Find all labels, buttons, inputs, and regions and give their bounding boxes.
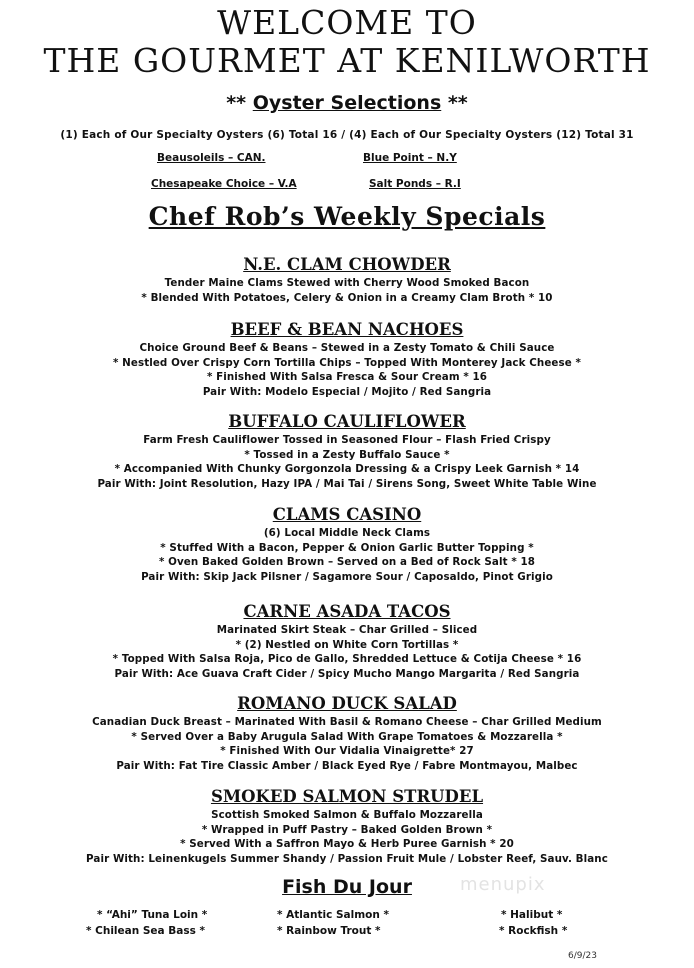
dish-line: * Finished With Our Vidalia Vinaigrette* 27 <box>220 745 474 757</box>
menupix-watermark: menupix <box>460 874 546 895</box>
dish-line: * Topped With Salsa Roja, Pico de Gallo, Shredded Lettuce & Cotija Cheese * 16 <box>112 653 582 665</box>
dish-block <box>0 319 694 399</box>
oyster-title-suffix: ** <box>441 92 468 114</box>
oyster-title-prefix: ** <box>226 92 253 114</box>
oyster-title-text: Oyster Selections <box>252 92 442 114</box>
oyster-item: Blue Point – N.Y <box>363 152 457 164</box>
dish-title: CARNE ASADA TACOS <box>243 602 451 621</box>
dish-line: * Accompanied With Chunky Gorgonzola Dressing & a Crispy Leek Garnish * 14 <box>114 463 580 475</box>
dish-line: Canadian Duck Breast – Marinated With Basil & Romano Cheese – Char Grilled Medium <box>92 716 602 728</box>
fish-item: * “Ahi” Tuna Loin * <box>97 909 208 921</box>
menu-date: 6/9/23 <box>568 951 597 961</box>
dish-line: * Served With a Saffron Mayo & Herb Puree Garnish * 20 <box>180 838 514 850</box>
dish-line: Pair With: Fat Tire Classic Amber / Black Eyed Rye / Fabre Montmayou, Malbec <box>116 759 578 772</box>
dish-block <box>0 254 694 305</box>
fish-item: * Atlantic Salmon * <box>277 909 389 921</box>
dish-title: BEEF & BEAN NACHOES <box>230 320 464 339</box>
dish-block <box>0 504 694 584</box>
dish-line: Marinated Skirt Steak – Char Grilled – Sliced <box>216 624 478 636</box>
dish-title: ROMANO DUCK SALAD <box>237 694 457 713</box>
dish-line: Pair With: Joint Resolution, Hazy IPA / Mai Tai / Sirens Song, Sweet White Table Wine <box>97 477 597 490</box>
dish-line: * Blended With Potatoes, Celery & Onion in a Creamy Clam Broth * 10 <box>141 291 553 304</box>
dish-line: Pair With: Skip Jack Pilsner / Sagamore Sour / Caposaldo, Pinot Grigio <box>141 570 553 583</box>
fish-item: * Chilean Sea Bass * <box>86 925 206 937</box>
dish-line: * Nestled Over Crispy Corn Tortilla Chips – Topped With Monterey Jack Cheese * <box>113 356 581 369</box>
welcome-line-2: THE GOURMET AT KENILWORTH <box>43 41 651 80</box>
dish-line: Pair With: Leinenkugels Summer Shandy / Passion Fruit Mule / Lobster Reef, Sauv. Blanc <box>86 852 608 865</box>
oyster-item: Salt Ponds – R.I <box>369 178 461 190</box>
dish-line: * Oven Baked Golden Brown – Served on a Bed of Rock Salt * 18 <box>158 556 536 568</box>
oyster-item: Beausoleils – CAN. <box>157 152 266 164</box>
specials-title: Chef Rob’s Weekly Specials <box>148 202 546 231</box>
dish-line: (6) Local Middle Neck Clams <box>263 527 431 539</box>
oyster-item: Chesapeake Choice – V.A <box>151 178 297 190</box>
oyster-section-title <box>0 92 694 114</box>
dish-block <box>0 601 694 681</box>
dish-line: Tender Maine Clams Stewed with Cherry Wood Smoked Bacon <box>164 277 530 289</box>
dish-line: Choice Ground Beef & Beans – Stewed in a Zesty Tomato & Chili Sauce <box>139 342 555 354</box>
dish-title: N.E. CLAM CHOWDER <box>243 255 451 274</box>
dish-line: * Served Over a Baby Arugula Salad With Grape Tomatoes & Mozzarella * <box>131 730 563 743</box>
dish-line: Scottish Smoked Salmon & Buffalo Mozzarella <box>211 809 483 821</box>
dish-title: CLAMS CASINO <box>272 505 422 524</box>
dish-line: * Tossed in a Zesty Buffalo Sauce * <box>244 448 450 461</box>
fish-item: * Halibut * <box>501 909 563 921</box>
dish-line: * Wrapped in Puff Pastry – Baked Golden Brown * <box>201 823 493 836</box>
dish-line: Pair With: Modelo Especial / Mojito / Red Sangria <box>202 385 492 398</box>
fish-item: * Rainbow Trout * <box>277 925 381 937</box>
dish-block <box>0 786 694 866</box>
fish-du-jour-title: Fish Du Jour <box>282 876 412 898</box>
dish-line: * Stuffed With a Bacon, Pepper & Onion Garlic Butter Topping * <box>160 541 534 554</box>
dish-block <box>0 693 694 773</box>
dish-line: * Finished With Salsa Fresca & Sour Cream * 16 <box>206 371 488 383</box>
fish-item: * Rockfish * <box>499 925 568 937</box>
dish-line: Farm Fresh Cauliflower Tossed in Seasoned Flour – Flash Fried Crispy <box>143 434 551 446</box>
oyster-pricing: (1) Each of Our Specialty Oysters (6) Total 16 / (4) Each of Our Specialty Oysters (12) Total 31 <box>60 129 634 141</box>
welcome-line-1: WELCOME TO <box>217 3 477 42</box>
dish-line: Pair With: Ace Guava Craft Cider / Spicy Mucho Mango Margarita / Red Sangria <box>114 667 580 680</box>
dish-title: BUFFALO CAULIFLOWER <box>228 412 466 431</box>
oyster-list <box>0 152 694 196</box>
dish-title: SMOKED SALMON STRUDEL <box>210 787 484 806</box>
welcome-header <box>0 4 694 80</box>
dish-block <box>0 411 694 491</box>
dish-line: * (2) Nestled on White Corn Tortillas * <box>235 638 459 651</box>
